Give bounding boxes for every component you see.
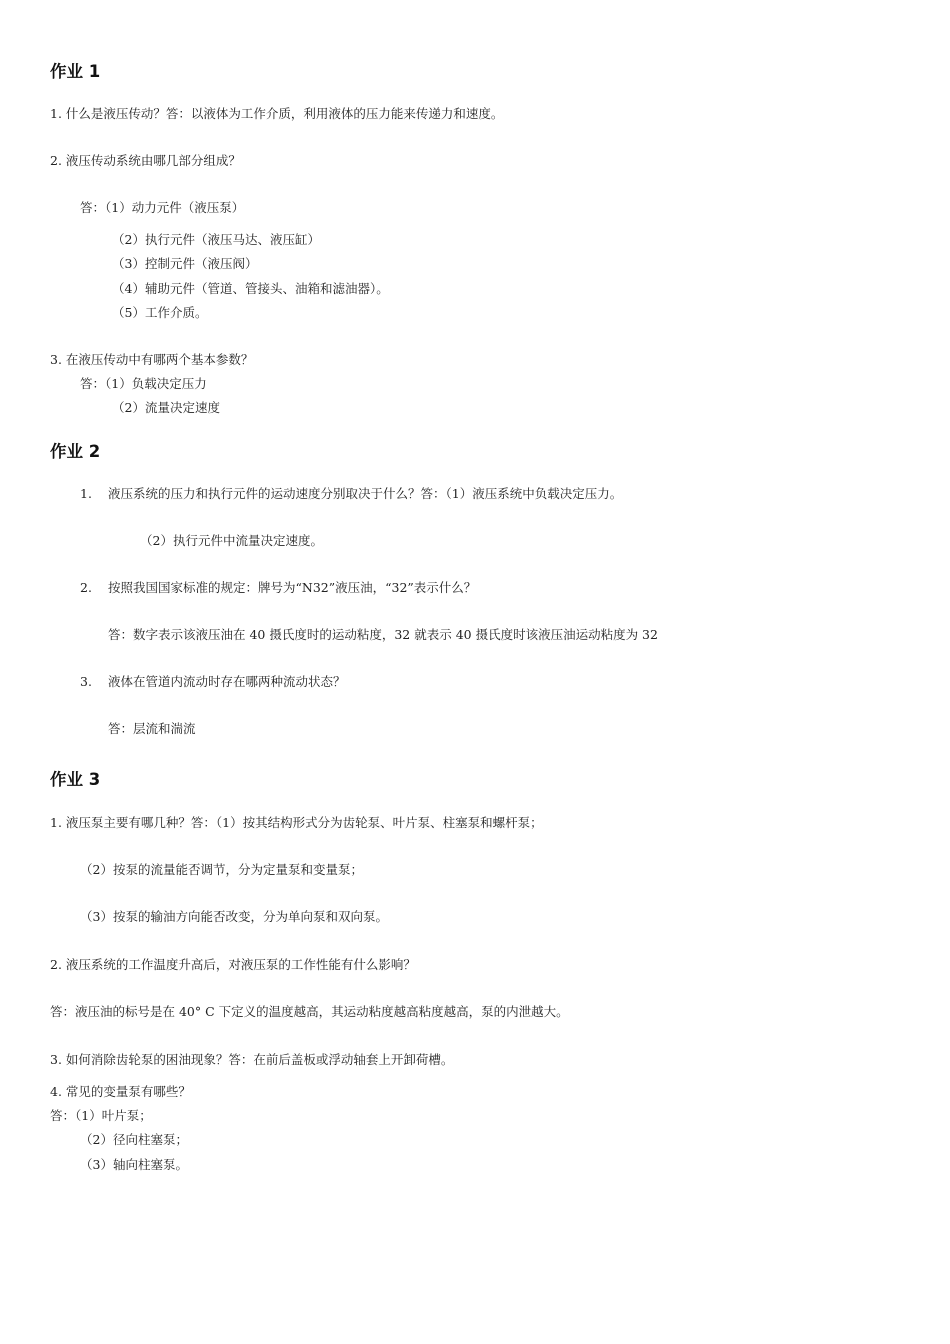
hw1-answer-2-line-4: （4）辅助元件（管道、管接头、油箱和滤油器）。 bbox=[112, 281, 389, 296]
hw2-question-3-text: 液体在管道内流动时存在哪两种流动状态？ bbox=[108, 674, 346, 689]
hw1-answer-2-line-1: 答：（1）动力元件（液压泵） bbox=[80, 200, 245, 215]
hw2-answer-2: 答：数字表示该液压油在 40 摄氏度时的运动粘度，32 就表示 40 摄氏度时该液压油运动粘度为 32 bbox=[108, 627, 658, 642]
hw2-question-2 bbox=[80, 580, 476, 596]
list-number: 3. bbox=[80, 674, 92, 689]
hw3-question-1: 1. 液压泵主要有哪几种？答：（1）按其结构形式分为齿轮泵、叶片泵、柱塞泵和螺杆泵； bbox=[50, 815, 543, 830]
hw3-answer-2: 答：液压油的标号是在 40° C 下定义的温度越高，其运动粘度越高粘度越高，泵的内泄越大。 bbox=[50, 1004, 569, 1019]
hw1-answer-3-line-1: 答：（1）负载决定压力 bbox=[80, 376, 207, 391]
hw2-question-3 bbox=[80, 674, 346, 690]
hw3-answer-1-line-3: （3）按泵的输油方向能否改变，分为单向泵和双向泵。 bbox=[80, 909, 388, 924]
hw2-answer-3: 答：层流和湍流 bbox=[108, 721, 196, 736]
hw1-question-3: 3. 在液压传动中有哪两个基本参数？ bbox=[50, 352, 254, 367]
section-title-hw3: 作业 3 bbox=[50, 770, 101, 789]
hw1-answer-2-line-2: （2）执行元件（液压马达、液压缸） bbox=[112, 232, 320, 247]
hw1-answer-2-line-3: （3）控制元件（液压阀） bbox=[112, 256, 258, 271]
hw2-question-1 bbox=[80, 486, 622, 502]
list-number: 2. bbox=[80, 580, 92, 595]
hw3-answer-4-line-2: （2）径向柱塞泵； bbox=[80, 1132, 188, 1147]
hw3-question-4: 4. 常见的变量泵有哪些？ bbox=[50, 1084, 191, 1099]
hw3-answer-4-line-3: （3）轴向柱塞泵。 bbox=[80, 1157, 188, 1172]
hw1-question-2: 2. 液压传动系统由哪几部分组成？ bbox=[50, 153, 241, 168]
hw3-question-3: 3. 如何消除齿轮泵的困油现象？答：在前后盖板或浮动轴套上开卸荷槽。 bbox=[50, 1052, 454, 1067]
hw1-answer-2-line-5: （5）工作介质。 bbox=[112, 305, 208, 320]
hw3-question-2: 2. 液压系统的工作温度升高后，对液压泵的工作性能有什么影响？ bbox=[50, 957, 416, 972]
hw2-question-2-text: 按照我国国家标准的规定：牌号为“N32”液压油，“32”表示什么？ bbox=[108, 580, 477, 595]
hw3-answer-1-line-2: （2）按泵的流量能否调节，分为定量泵和变量泵； bbox=[80, 862, 363, 877]
hw2-answer-1-line-2: （2）执行元件中流量决定速度。 bbox=[140, 533, 323, 548]
hw3-answer-4-line-1: 答：（1）叶片泵； bbox=[50, 1108, 152, 1123]
list-number: 1. bbox=[80, 486, 92, 501]
hw2-question-1-text: 液压系统的压力和执行元件的运动速度分别取决于什么？答：（1）液压系统中负载决定压力。 bbox=[108, 486, 623, 501]
section-title-hw1: 作业 1 bbox=[50, 62, 101, 81]
section-title-hw2: 作业 2 bbox=[50, 442, 101, 461]
hw1-question-1: 1. 什么是液压传动？答：以液体为工作介质，利用液体的压力能来传递力和速度。 bbox=[50, 106, 504, 121]
hw1-answer-3-line-2: （2）流量决定速度 bbox=[112, 400, 220, 415]
